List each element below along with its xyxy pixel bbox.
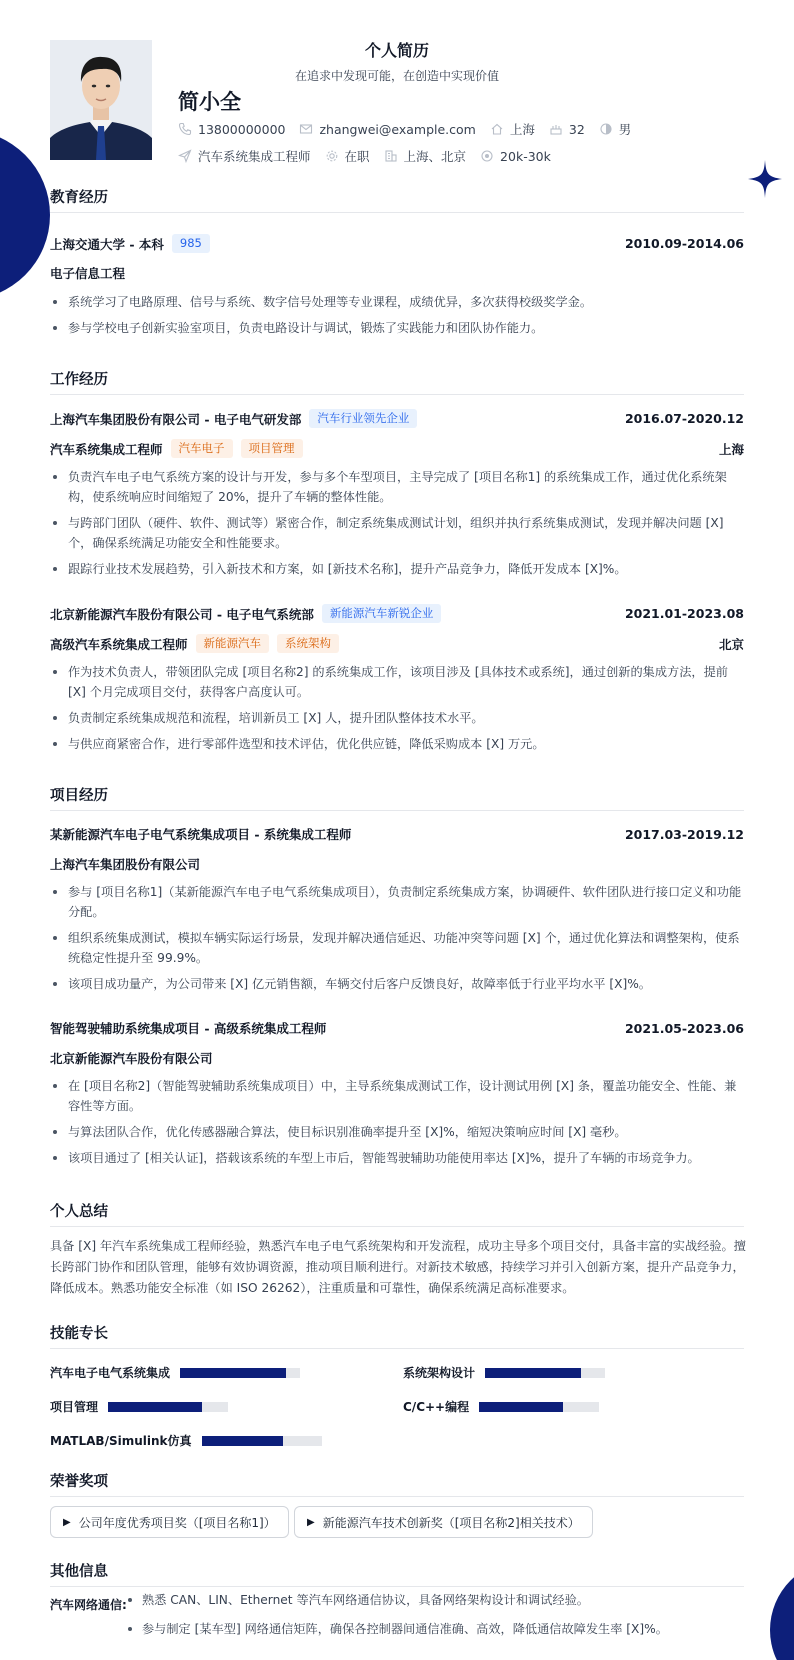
award-label: 公司年度优秀项目奖（[项目名称1]） <box>78 1515 276 1530</box>
city-info <box>490 120 535 138</box>
age-value: 32 <box>568 121 585 137</box>
work-location: 上海 <box>718 441 744 457</box>
project-bullets-1 <box>50 882 744 1000</box>
projects-heading: 项目经历 <box>50 788 108 804</box>
list-item: 组织系统集成测试，模拟车辆实际运行场景，发现并解决通信延迟、功能冲突等问题 [X] 个，通过优化算法和调整架构，使系统稳定性提升至 99.9%。 <box>50 928 744 968</box>
role-tag: 新能源汽车 <box>196 634 270 653</box>
status-info <box>325 147 370 165</box>
role-title: 高级汽车系统集成工程师 <box>50 636 188 652</box>
skill-bar-fill <box>202 1436 284 1446</box>
skill-name: C/C++编程 <box>403 1400 470 1414</box>
skill-name: 系统架构设计 <box>403 1366 476 1380</box>
list-item: 参与制定 [某车型] 网络通信矩阵，确保各控制器间通信准确、高效，降低通信故障发生率 [X]%。 <box>120 1619 740 1639</box>
email-address: zhangwei@example.com <box>319 121 476 137</box>
list-item: 该项目成功量产，为公司带来 [X] 亿元销售额，车辆交付后客户反馈良好，故障率低于行业平均水平 [X]%。 <box>50 974 744 994</box>
email-info <box>299 122 475 137</box>
project-name: 智能驾驶辅助系统集成项目 - 高级系统集成工程师 <box>50 1021 327 1036</box>
project-org-1 <box>50 855 744 873</box>
skill-bar <box>479 1402 599 1412</box>
skill-item <box>403 1398 599 1415</box>
other-label: 汽车网络通信: <box>50 1598 127 1612</box>
city-value: 上海 <box>509 122 535 137</box>
list-item: 负责汽车电子电气系统方案的设计与开发，参与多个车型项目，主导完成了 [项目名称1] 的系统集成工作，通过优化系统架构，使系统响应时间缩短了 20%，提升了车辆的整体性能。 <box>50 467 744 507</box>
project-org: 上海汽车集团股份有限公司 <box>50 857 201 872</box>
role-tag: 项目管理 <box>241 439 303 458</box>
skill-name: 项目管理 <box>50 1400 99 1414</box>
list-item: 与跨部门团队（硬件、软件、测试等）紧密合作，制定系统集成测试计划，组织并执行系统集成测试，发现并解决问题 [X] 个，确保系统满足功能安全和性能要求。 <box>50 513 744 553</box>
skill-name: MATLAB/Simulink仿真 <box>50 1434 192 1448</box>
list-item: 作为技术负责人，带领团队完成 [项目名称2] 的系统集成工作，该项目涉及 [具体技术或系统]，通过创新的集成方法，提前 [X] 个月完成项目交付，获得客户高度认可。 <box>50 662 744 702</box>
list-item: 与供应商紧密合作，进行零部件选型和技术评估，优化供应链，降低采购成本 [X] 万元。 <box>50 734 744 754</box>
award-label: 新能源汽车技术创新奖（[项目名称2]相关技术） <box>322 1515 580 1530</box>
list-item: 熟悉 CAN、LIN、Ethernet 等汽车网络通信协议，具备网络架构设计和调试经验。 <box>120 1590 740 1610</box>
divider <box>50 1586 744 1587</box>
salary-info <box>480 149 551 164</box>
cake-icon <box>549 122 563 136</box>
award-item <box>294 1506 593 1538</box>
skill-bar-fill <box>180 1368 286 1378</box>
role-row-1 <box>50 439 744 458</box>
triangle-icon: ▶ <box>63 1516 71 1528</box>
project-bullets-2 <box>50 1076 744 1174</box>
role-row-2 <box>50 634 744 653</box>
position-info <box>178 147 311 165</box>
school-tag: 985 <box>172 234 210 253</box>
role-tag: 汽车电子 <box>171 439 233 458</box>
list-item: 该项目通过了 [相关认证]，搭载该系统的车型上市后，智能驾驶辅助功能使用率达 [X]%，提升了车辆的市场竞争力。 <box>50 1148 744 1168</box>
gender-info <box>599 120 632 138</box>
list-item: 参与 [项目名称1]（某新能源汽车电子电气系统集成项目），负责制定系统集成方案，协调硬件、软件团队进行接口定义和功能分配。 <box>50 882 744 922</box>
triangle-icon: ▶ <box>307 1516 315 1528</box>
role-title: 汽车系统集成工程师 <box>50 441 163 457</box>
company-tag: 新能源汽车新锐企业 <box>322 604 442 623</box>
candidate-name: 简小全 <box>178 90 241 114</box>
skill-bar <box>180 1368 300 1378</box>
list-item: 在 [项目名称2]（智能驾驶辅助系统集成项目）中，主导系统集成测试工作，设计测试用例 [X] 条，覆盖功能安全、性能、兼容性等方面。 <box>50 1076 744 1116</box>
phone-icon <box>178 122 192 136</box>
divider <box>50 212 744 213</box>
work-header-1 <box>50 409 744 428</box>
age-info <box>549 122 585 137</box>
skill-bar <box>485 1368 605 1378</box>
skills-heading: 技能专长 <box>50 1326 108 1342</box>
skill-bar-fill <box>108 1402 202 1412</box>
target-city-value: 上海、北京 <box>403 149 467 164</box>
summary-text: 具备 [X] 年汽车系统集成工程师经验，熟悉汽车电子电气系统架构和开发流程，成功主导多个项目交付，具备丰富的实战经验。擅长跨部门协作和团队管理，能够有效协调资源，推动项目顺利进行。对新技术敏感，持续学习并引入创新方案，提升产品竞争力，降低成本。熟悉功能安全标准（如 ISO 26262），注重质量和可靠性，确保系统满足高标准要求。 <box>50 1239 746 1295</box>
list-item: 系统学习了电路原理、信号与系统、数字信号处理等专业课程，成绩优异，多次获得校级奖学金。 <box>50 292 744 312</box>
skill-item <box>403 1364 605 1381</box>
decorative-circle <box>770 1560 794 1660</box>
project-date: 2017.03-2019.12 <box>624 826 744 842</box>
skill-bar-fill <box>485 1368 581 1378</box>
project-date: 2021.05-2023.06 <box>624 1020 744 1036</box>
skill-item <box>50 1432 322 1449</box>
mail-icon <box>299 122 313 136</box>
role-tag: 系统架构 <box>277 634 339 653</box>
other-heading: 其他信息 <box>50 1564 108 1580</box>
project-org-2 <box>50 1049 744 1067</box>
divider <box>50 810 744 811</box>
list-item: 参与学校电子创新实验室项目，负责电路设计与调试，锻炼了实践能力和团队协作能力。 <box>50 318 744 338</box>
send-icon <box>178 149 192 163</box>
project-name: 某新能源汽车电子电气系统集成项目 - 系统集成工程师 <box>50 827 352 842</box>
other-list <box>120 1590 740 1648</box>
project-header-2 <box>50 1019 744 1037</box>
education-bullets <box>50 292 744 344</box>
company-tag: 汽车行业领先企业 <box>309 409 417 428</box>
target-city-info <box>384 147 467 165</box>
contact-row <box>178 120 645 138</box>
list-item: 负责制定系统集成规范和流程，培训新员工 [X] 人，提升团队整体技术水平。 <box>50 708 744 728</box>
skill-bar <box>108 1402 228 1412</box>
gear-icon <box>325 149 339 163</box>
work-bullets-1 <box>50 467 744 585</box>
decorative-circle <box>0 130 50 300</box>
status-value: 在职 <box>344 149 370 164</box>
gender-icon <box>599 122 613 136</box>
summary-heading: 个人总结 <box>50 1204 108 1220</box>
work-heading: 工作经历 <box>50 372 108 388</box>
major-row <box>50 264 744 282</box>
skill-item <box>50 1398 228 1415</box>
skill-item <box>50 1364 300 1381</box>
job-intent-row <box>178 147 565 165</box>
building-icon <box>384 149 398 163</box>
company-name: 上海汽车集团股份有限公司 - 电子电气研发部 <box>50 411 302 427</box>
project-header-1 <box>50 825 744 843</box>
divider <box>50 1496 744 1497</box>
work-date: 2016.07-2020.12 <box>624 411 744 426</box>
list-item: 与算法团队合作，优化传感器融合算法，使目标识别准确率提升至 [X]%，缩短决策响应时间 [X] 毫秒。 <box>50 1122 744 1142</box>
education-header <box>50 234 744 253</box>
education-date: 2010.09-2014.06 <box>624 236 744 251</box>
school-name: 上海交通大学 - 本科 <box>50 236 164 252</box>
work-location: 北京 <box>718 636 744 652</box>
phone-number: 13800000000 <box>198 121 286 137</box>
work-date: 2021.01-2023.08 <box>624 606 744 621</box>
awards-heading: 荣誉奖项 <box>50 1474 108 1490</box>
company-name: 北京新能源汽车股份有限公司 - 电子电气系统部 <box>50 606 314 622</box>
divider <box>50 394 744 395</box>
document-title: 个人简历 <box>364 41 429 60</box>
divider <box>50 1226 744 1227</box>
skill-bar-fill <box>479 1402 563 1412</box>
sparkle-icon <box>748 160 782 198</box>
skill-bar <box>202 1436 322 1446</box>
education-heading: 教育经历 <box>50 190 108 206</box>
gender-value: 男 <box>618 122 632 137</box>
work-header-2 <box>50 604 744 623</box>
phone-info <box>178 122 285 137</box>
project-org: 北京新能源汽车股份有限公司 <box>50 1051 213 1066</box>
salary-value: 20k-30k <box>500 148 551 164</box>
award-item <box>50 1506 289 1538</box>
skill-name: 汽车电子电气系统集成 <box>50 1366 171 1380</box>
major-name: 电子信息工程 <box>50 266 126 281</box>
position-value: 汽车系统集成工程师 <box>198 149 311 164</box>
divider <box>50 1348 744 1349</box>
list-item: 跟踪行业技术发展趋势，引入新技术和方案，如 [新技术名称]，提升产品竞争力，降低开发成本 [X]%。 <box>50 559 744 579</box>
coin-icon <box>480 149 494 163</box>
document-subtitle: 在追求中发现可能，在创造中实现价值 <box>294 69 499 83</box>
home-icon <box>490 122 504 136</box>
work-bullets-2 <box>50 662 744 760</box>
